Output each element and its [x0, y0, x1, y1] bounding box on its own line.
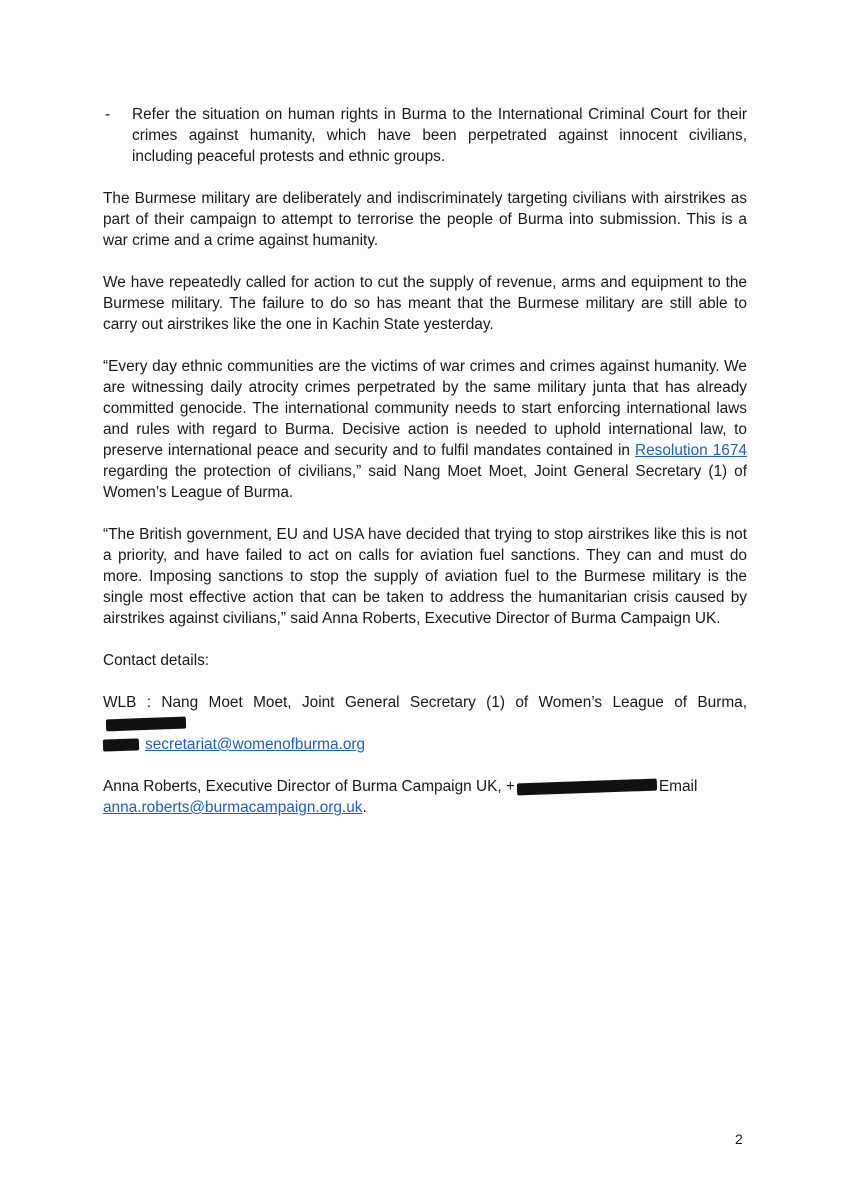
- quote-wlb-text-start: “Every day ethnic communities are the victims of war crimes and crimes against humanity. We are witnessing daily atrocity crimes perpetrated by the same military junta that has already committed genocide. The international community needs to start enforcing international laws and rules with regard to Burma. Decisive action is needed to uphold international law, to preserve international peace and security and to fulfil mandates contained in: [103, 358, 747, 459]
- paragraph-supply: We have repeatedly called for action to cut the supply of revenue, arms and equipment to the Burmese military. The failure to do so has meant that the Burmese military are still able to carry out airstrikes like the one in Kachin State yesterday.: [103, 274, 747, 333]
- paragraph-quote-wlb: [103, 356, 747, 503]
- resolution-1674-link[interactable]: Resolution 1674: [634, 442, 747, 459]
- bullet-text: Refer the situation on human rights in Burma to the International Criminal Court for their crimes against humanity, which have been perpetrated against innocent civilians, including peaceful protests and ethnic groups.: [132, 106, 747, 165]
- contact-anna-email-label: Email: [658, 778, 698, 795]
- wlb-email-link[interactable]: secretariat@womenofburma.org: [145, 736, 366, 753]
- bullet-item: [105, 104, 747, 167]
- quote-wlb-text-end: regarding the protection of civilians,” said Nang Moet Moet, Joint General Secretary (1) of Women’s League of Burma.: [103, 463, 747, 501]
- contact-anna-text: Anna Roberts, Executive Director of Burma Campaign UK, +: [103, 778, 515, 795]
- bullet-dash: -: [105, 106, 111, 123]
- contact-anna: [103, 776, 747, 818]
- redacted-phone-mark: [103, 738, 139, 751]
- contact-wlb-text: WLB : Nang Moet Moet, Joint General Secretary (1) of Women’s League of Burma,: [103, 694, 747, 711]
- redacted-phone-mark: [106, 717, 186, 732]
- page-number: 2: [735, 1131, 743, 1147]
- paragraph-quote-bcuk: “The British government, EU and USA have decided that trying to stop airstrikes like this is not a priority, and have failed to act on calls for aviation fuel sanctions. They can and must do more. Imposing sanctions to stop the supply of aviation fuel to the Burmese military is the single most effective action that can be taken to address the humanitarian crisis caused by airstrikes against civilians,” said Anna Roberts, Executive Director of Burma Campaign UK.: [103, 526, 747, 627]
- contact-heading: Contact details:: [103, 652, 210, 669]
- paragraph-airstrikes: The Burmese military are deliberately and indiscriminately targeting civilians with airstrikes as part of their campaign to attempt to terrorise the people of Burma into submission. This is a war crime and a crime against humanity.: [103, 190, 747, 249]
- document-body: [103, 104, 747, 818]
- redacted-phone-mark: [517, 778, 657, 795]
- anna-email-link[interactable]: anna.roberts@burmacampaign.org.uk: [103, 799, 363, 816]
- contact-wlb: [103, 692, 747, 755]
- contact-anna-end: .: [362, 799, 367, 816]
